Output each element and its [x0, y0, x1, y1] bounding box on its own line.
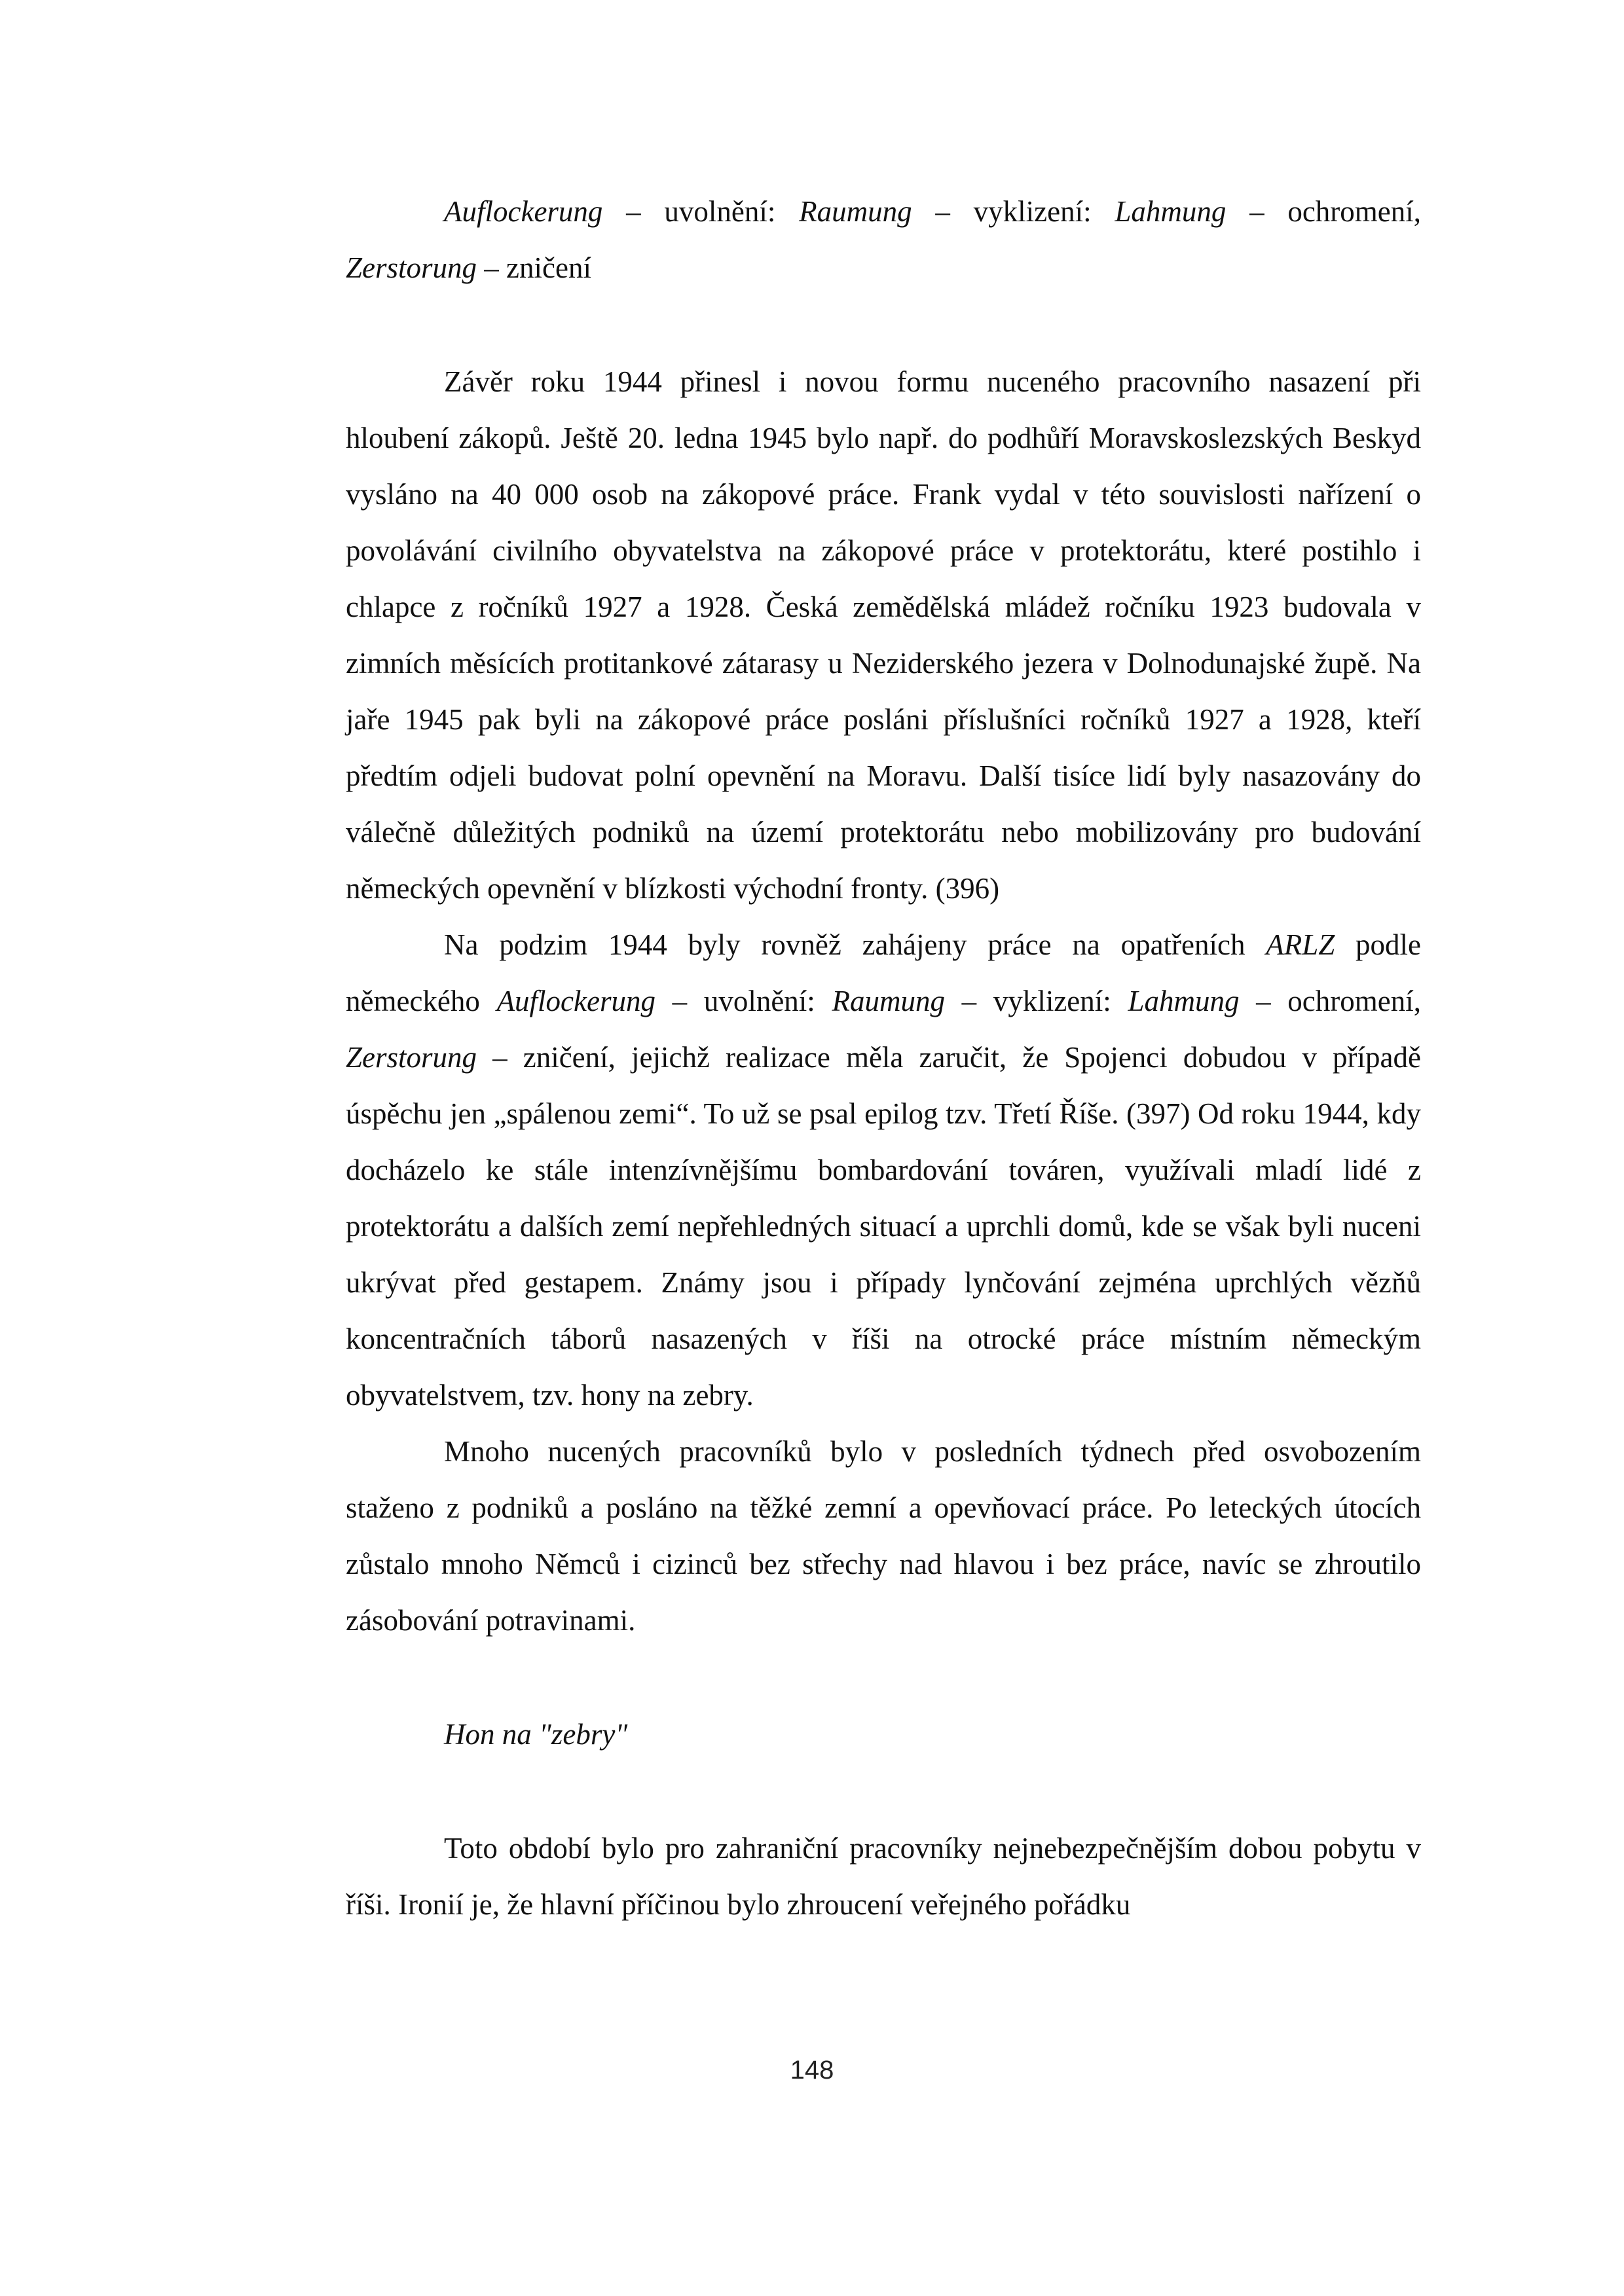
p2-text-a: Na podzim 1944 byly rovněž zahájeny práce na opatřeních: [444, 928, 1266, 961]
paragraph-3: Mnoho nucených pracovníků bylo v posledních týdnech před osvobozením staženo z podniků a posláno na těžké zemní a opevňovací práce. Po leteckých útocích zůstalo mnoho Němců i cizinců bez střechy nad hlavou i bez práce, navíc se zhroutilo zásobování potravinami.: [346, 1435, 1421, 1637]
term-zerstorung: Zerstorung: [346, 251, 477, 284]
p2-text-e: – uvolnění:: [655, 985, 832, 1017]
intro-text-1: – uvolnění:: [602, 195, 800, 228]
section-heading: Hon na "zebry": [444, 1718, 628, 1751]
intro-text-2: – vyklizení:: [912, 195, 1115, 228]
intro-line: [346, 183, 1421, 296]
spacer: [346, 1762, 1421, 1820]
p2-text-c: podle německého: [346, 928, 1421, 1017]
term-raumung: Raumung: [799, 195, 912, 228]
term-arlz: ARLZ: [1266, 928, 1335, 961]
spacer: [346, 296, 1421, 354]
p2-text-k: – zničení, jejichž realizace měla zaručit, že Spojenci dobudou v případě úspěchu jen „spálenou zemi“. To už se psal epilog tzv. Třetí Říše. (397) Od roku 1944, kdy docházelo ke stále intenzívnějšímu bombardování továren, využívali mladí lidé z protektorátu a dalších zemí nepřehledných situací a uprchli domů, kde se však byli nuceni ukrývat před gestapem. Známy jsou i případy lynčování zejména uprchlých vězňů koncentračních táborů nasazených v říši na otrocké práce místním německým obyvatelstvem, tzv. hony na zebry.: [346, 1041, 1421, 1412]
term-lahmung: Lahmung: [1115, 195, 1227, 228]
spacer: [346, 1649, 1421, 1706]
term-raumung: Raumung: [832, 985, 945, 1017]
page-body: [346, 183, 1421, 1933]
term-auflockerung: Auflockerung: [444, 195, 603, 228]
page-number: 148: [790, 2056, 834, 2085]
term-auflockerung: Auflockerung: [496, 985, 655, 1017]
paragraph-2: [346, 917, 1421, 1423]
p2-text-i: – ochromení,: [1239, 985, 1421, 1017]
term-zerstorung: Zerstorung: [346, 1041, 477, 1074]
paragraph-4: Toto období bylo pro zahraniční pracovníky nejnebezpečnějším dobou pobytu v říši. Ironií je, že hlavní příčinou bylo zhroucení veřejného pořádku: [346, 1832, 1421, 1921]
p2-text-g: – vyklizení:: [944, 985, 1128, 1017]
paragraph-1: Závěr roku 1944 přinesl i novou formu nuceného pracovního nasazení při hloubení zákopů. Ještě 20. ledna 1945 bylo např. do podhůří Moravskoslezských Beskyd vysláno na 40 000 osob na zákopové práce. Frank vydal v této souvislosti nařízení o povolávání civilního obyvatelstva na zákopové práce v protektorátu, které postihlo i chlapce z ročníků 1927 a 1928. Česká zemědělská mládež ročníku 1923 budovala v zimních měsících protitankové zátarasy u Neziderského jezera v Dolnodunajské župě. Na jaře 1945 pak byli na zákopové práce posláni příslušníci ročníků 1927 a 1928, kteří předtím odjeli budovat polní opevnění na Moravu. Další tisíce lidí byly nasazovány do válečně důležitých podniků na území protektorátu nebo mobilizovány pro budování německých opevnění v blízkosti východní fronty. (396): [346, 365, 1421, 905]
term-lahmung: Lahmung: [1128, 985, 1240, 1017]
intro-text-4: – zničení: [477, 251, 591, 284]
intro-text-3: – ochromení,: [1226, 195, 1422, 228]
